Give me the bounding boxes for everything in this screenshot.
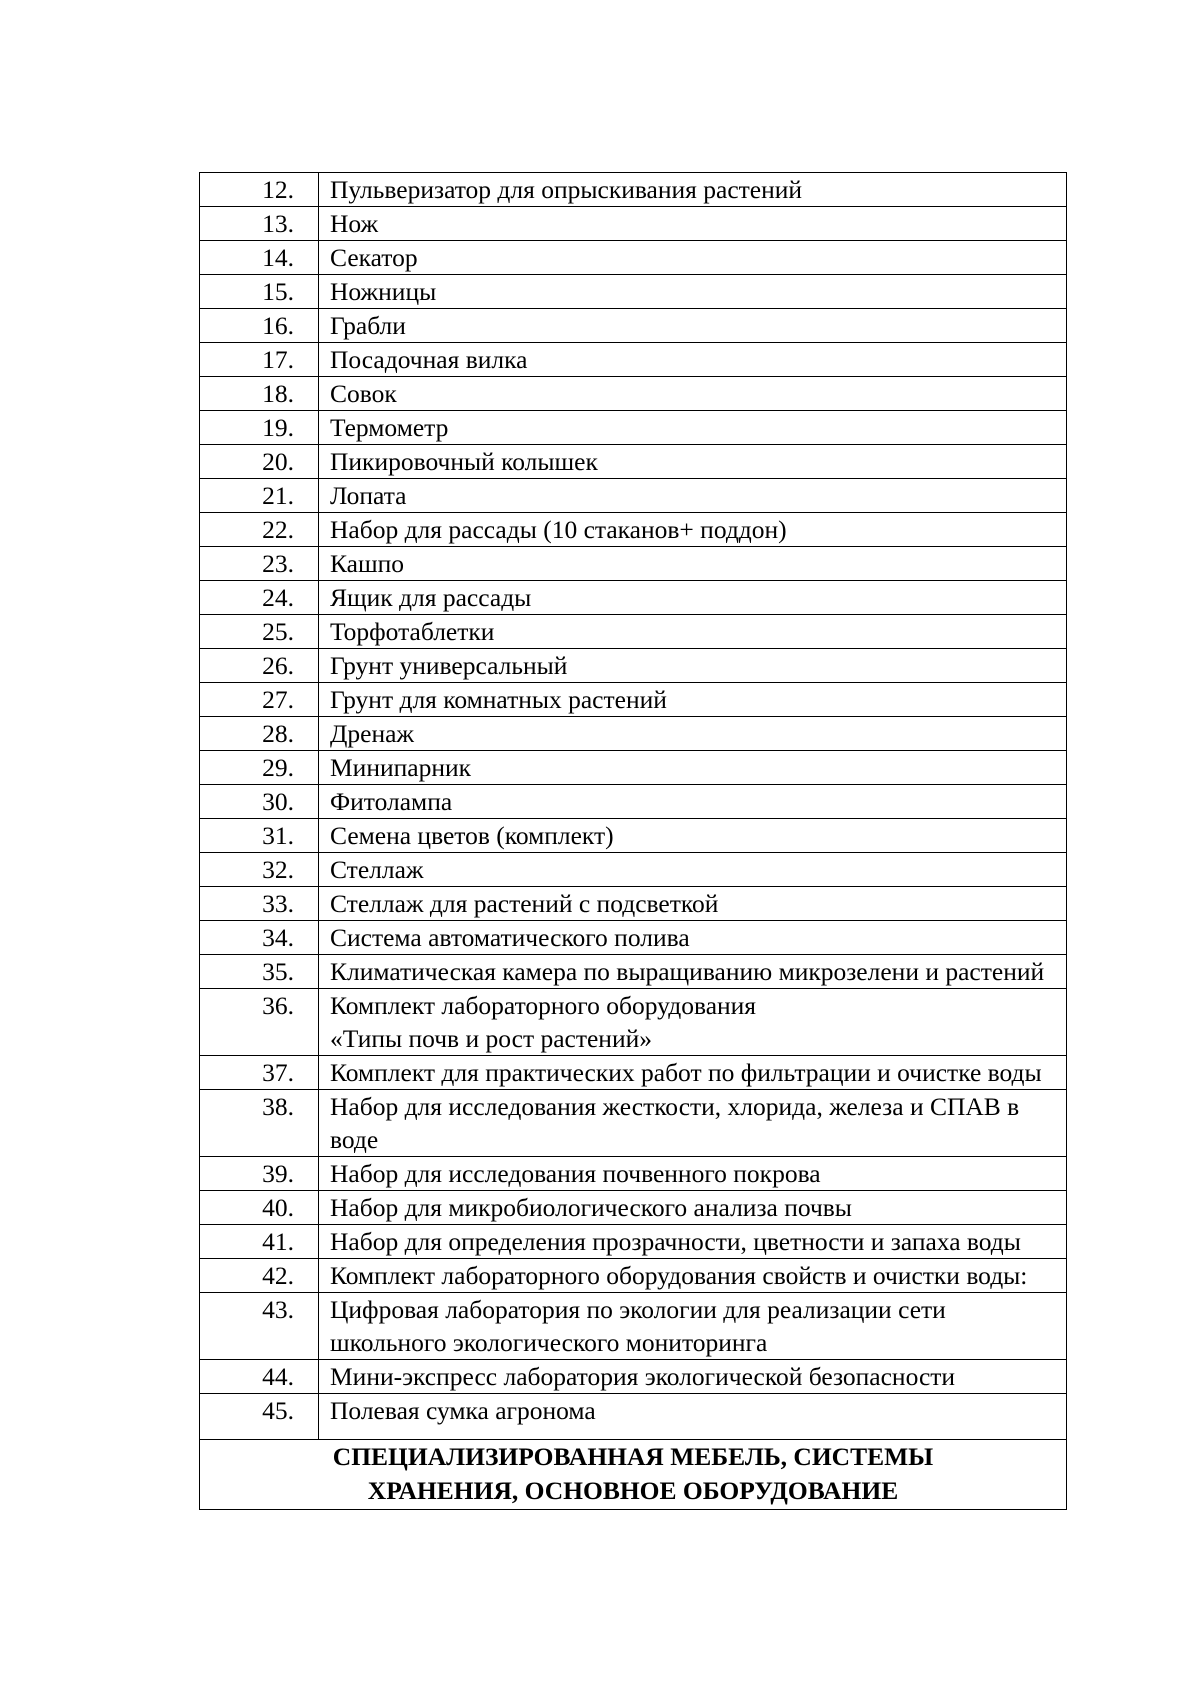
table-row	[200, 887, 1067, 921]
row-number-cell: 29.	[200, 751, 319, 785]
table-row	[200, 955, 1067, 989]
item-name-cell: Совок	[319, 377, 1067, 411]
item-name-cell: Стеллаж для растений с подсветкой	[319, 887, 1067, 921]
row-number-cell: 18.	[200, 377, 319, 411]
item-name-cell: Набор для определения прозрачности, цветности и запаха воды	[319, 1225, 1067, 1259]
table-row	[200, 921, 1067, 955]
row-number-cell: 32.	[200, 853, 319, 887]
table-row	[200, 785, 1067, 819]
item-name-cell: Комплект лабораторного оборудования «Типы почв и рост растений»	[319, 989, 1067, 1056]
item-name-cell: Нож	[319, 207, 1067, 241]
row-number-cell: 41.	[200, 1225, 319, 1259]
item-name-cell: Стеллаж	[319, 853, 1067, 887]
item-name-cell: Комплект для практических работ по фильтрации и очистке воды	[319, 1056, 1067, 1090]
row-number-cell: 22.	[200, 513, 319, 547]
row-number-cell: 27.	[200, 683, 319, 717]
row-number-cell: 40.	[200, 1191, 319, 1225]
row-number-cell: 25.	[200, 615, 319, 649]
table-row	[200, 445, 1067, 479]
section-heading-line1: СПЕЦИАЛИЗИРОВАННАЯ МЕБЕЛЬ, СИСТЕМЫ	[332, 1442, 934, 1471]
row-number-cell: 13.	[200, 207, 319, 241]
equipment-table	[199, 172, 1067, 1510]
table-row	[200, 1259, 1067, 1293]
table-row	[200, 1394, 1067, 1440]
item-name-cell: Грунт универсальный	[319, 649, 1067, 683]
item-name-cell: Мини-экспресс лаборатория экологической безопасности	[319, 1360, 1067, 1394]
table-row	[200, 989, 1067, 1056]
row-number-cell: 33.	[200, 887, 319, 921]
row-number-cell: 26.	[200, 649, 319, 683]
row-number-cell: 36.	[200, 989, 319, 1056]
row-number-cell: 31.	[200, 819, 319, 853]
table-row	[200, 853, 1067, 887]
row-number-cell: 43.	[200, 1293, 319, 1360]
item-name-cell: Минипарник	[319, 751, 1067, 785]
table-row	[200, 343, 1067, 377]
section-heading-cell	[200, 1440, 1067, 1510]
table-row	[200, 1225, 1067, 1259]
item-name-cell: Термометр	[319, 411, 1067, 445]
item-name-cell: Набор для рассады (10 стаканов+ поддон)	[319, 513, 1067, 547]
item-name-cell: Пульверизатор для опрыскивания растений	[319, 173, 1067, 207]
table-row	[200, 581, 1067, 615]
table-row	[200, 1360, 1067, 1394]
item-name-cell: Грунт для комнатных растений	[319, 683, 1067, 717]
table-row	[200, 275, 1067, 309]
item-name-cell: Семена цветов (комплект)	[319, 819, 1067, 853]
table-row	[200, 1293, 1067, 1360]
item-name-cell: Секатор	[319, 241, 1067, 275]
item-name-cell: Фитолампа	[319, 785, 1067, 819]
row-number-cell: 23.	[200, 547, 319, 581]
table-row	[200, 479, 1067, 513]
item-name-cell: Лопата	[319, 479, 1067, 513]
table-row	[200, 173, 1067, 207]
table-row	[200, 649, 1067, 683]
section-heading-row	[200, 1440, 1067, 1510]
table-row	[200, 751, 1067, 785]
item-name-cell: Грабли	[319, 309, 1067, 343]
item-name-cell: Посадочная вилка	[319, 343, 1067, 377]
row-number-cell: 20.	[200, 445, 319, 479]
item-name-cell: Торфотаблетки	[319, 615, 1067, 649]
row-number-cell: 19.	[200, 411, 319, 445]
table-row	[200, 547, 1067, 581]
table-row	[200, 411, 1067, 445]
table-row	[200, 615, 1067, 649]
row-number-cell: 24.	[200, 581, 319, 615]
row-number-cell: 38.	[200, 1090, 319, 1157]
item-name-cell: Набор для исследования жесткости, хлорида, железа и СПАВ в воде	[319, 1090, 1067, 1157]
row-number-cell: 14.	[200, 241, 319, 275]
item-name-cell: Цифровая лаборатория по экологии для реализации сети школьного экологического мониторинга	[319, 1293, 1067, 1360]
item-name-cell: Набор для микробиологического анализа почвы	[319, 1191, 1067, 1225]
table-row	[200, 717, 1067, 751]
row-number-cell: 17.	[200, 343, 319, 377]
row-number-cell: 28.	[200, 717, 319, 751]
table-row	[200, 309, 1067, 343]
section-heading-line2: ХРАНЕНИЯ, ОСНОВНОЕ ОБОРУДОВАНИЕ	[367, 1476, 899, 1505]
item-name-cell: Ящик для рассады	[319, 581, 1067, 615]
row-number-cell: 45.	[200, 1394, 319, 1440]
item-name-cell: Комплект лабораторного оборудования свойств и очистки воды:	[319, 1259, 1067, 1293]
row-number-cell: 34.	[200, 921, 319, 955]
row-number-cell: 30.	[200, 785, 319, 819]
item-name-cell: Климатическая камера по выращиванию микрозелени и растений	[319, 955, 1067, 989]
row-number-cell: 37.	[200, 1056, 319, 1090]
table-row	[200, 513, 1067, 547]
table-row	[200, 1157, 1067, 1191]
item-name-cell: Дренаж	[319, 717, 1067, 751]
row-number-cell: 21.	[200, 479, 319, 513]
item-name-cell: Набор для исследования почвенного покрова	[319, 1157, 1067, 1191]
table-row	[200, 683, 1067, 717]
table-row	[200, 1056, 1067, 1090]
row-number-cell: 42.	[200, 1259, 319, 1293]
item-name-cell: Ножницы	[319, 275, 1067, 309]
item-name-cell: Пикировочный колышек	[319, 445, 1067, 479]
row-number-cell: 35.	[200, 955, 319, 989]
table-row	[200, 1090, 1067, 1157]
equipment-table-body	[200, 173, 1067, 1440]
row-number-cell: 15.	[200, 275, 319, 309]
table-row	[200, 241, 1067, 275]
item-name-cell: Полевая сумка агронома	[319, 1394, 1067, 1440]
table-row	[200, 819, 1067, 853]
row-number-cell: 44.	[200, 1360, 319, 1394]
table-row	[200, 377, 1067, 411]
table-row	[200, 207, 1067, 241]
row-number-cell: 16.	[200, 309, 319, 343]
item-name-cell: Кашпо	[319, 547, 1067, 581]
item-name-cell: Система автоматического полива	[319, 921, 1067, 955]
row-number-cell: 39.	[200, 1157, 319, 1191]
row-number-cell: 12.	[200, 173, 319, 207]
table-row	[200, 1191, 1067, 1225]
